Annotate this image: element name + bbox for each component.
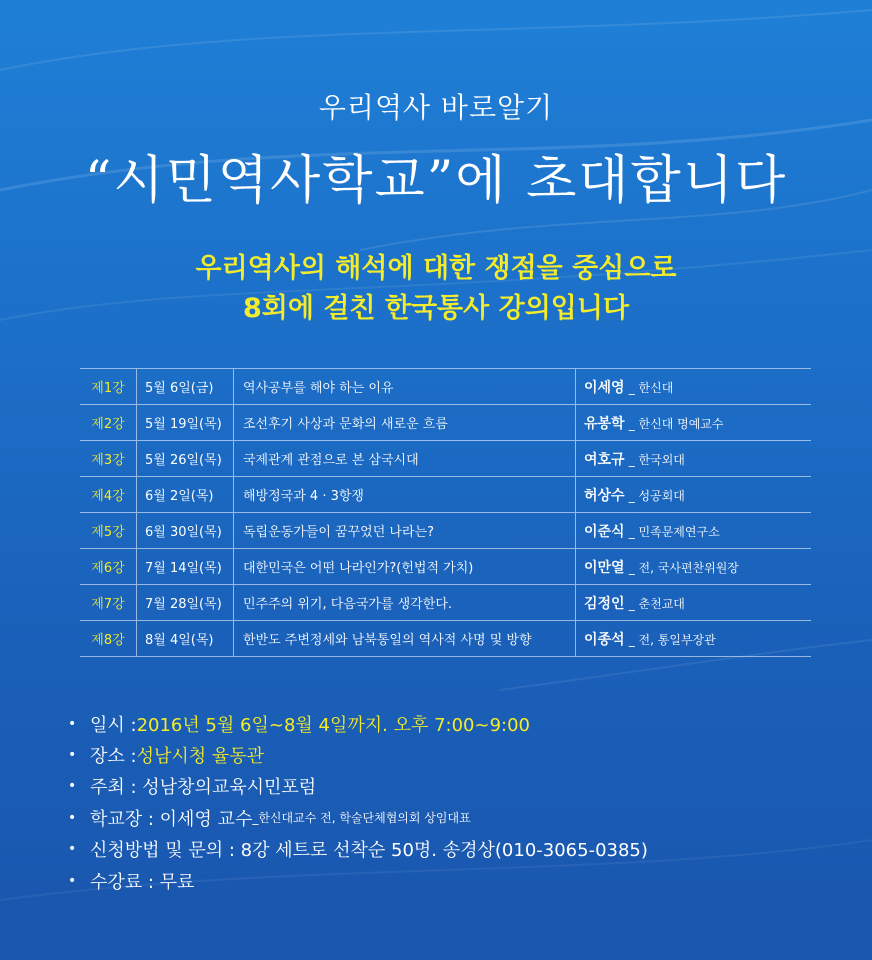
lecturer-name: 김정인 (584, 595, 625, 612)
lecturer-name: 이세영 (584, 379, 625, 396)
lecture-date: 5월 19일(목) (137, 405, 234, 441)
lecture-date: 7월 14일(목) (137, 549, 234, 585)
lecturer-cell (576, 405, 812, 441)
table-row (80, 549, 811, 585)
table-row (80, 585, 811, 621)
info-when-label: 일시 : (90, 714, 137, 736)
lecture-number: 제2강 (80, 405, 137, 441)
table-row (80, 369, 811, 405)
info-place-label: 장소 : (90, 746, 137, 768)
lecture-date: 5월 26일(목) (137, 441, 234, 477)
bullet-icon: • (68, 778, 77, 795)
lecture-number: 제7강 (80, 585, 137, 621)
bullet-icon: • (68, 841, 77, 858)
lecturer-affiliation: _ 춘천교대 (628, 596, 685, 611)
lecturer-affiliation: _ 성공회대 (628, 488, 685, 503)
lecturer-affiliation: _ 민족문제연구소 (628, 524, 720, 539)
lecturer-name: 유봉학 (584, 415, 625, 432)
info-when (68, 708, 648, 739)
info-fee-text: 수강료 : 무료 (90, 871, 195, 893)
info-principal-note: _한신대교수 전, 학술단체협의회 상임대표 (252, 811, 471, 826)
lecturer-affiliation: _ 한국외대 (628, 452, 685, 467)
table-row (80, 405, 811, 441)
lecturer-cell (576, 513, 812, 549)
table-row (80, 513, 811, 549)
info-when-value: 2016년 5월 6일~8월 4일까지. 오후 7:00~9:00 (136, 714, 531, 736)
lecturer-cell (576, 549, 812, 585)
lecture-topic: 조선후기 사상과 문화의 새로운 흐름 (234, 405, 576, 441)
lecture-date: 6월 2일(목) (137, 477, 234, 513)
lecture-topic: 해방정국과 4 · 3항쟁 (234, 477, 576, 513)
lecturer-name: 여호규 (584, 451, 625, 468)
event-info-list (68, 708, 648, 896)
lecturer-name: 이만열 (584, 559, 625, 576)
lecturer-affiliation: _ 한신대 (628, 380, 674, 395)
info-apply-text: 신청방법 및 문의 : 8강 세트로 선착순 50명. 송경상(010-3065-0385) (90, 840, 648, 862)
lecture-topic: 한반도 주변정세와 남북통일의 역사적 사명 및 방향 (234, 621, 576, 657)
lecture-number: 제6강 (80, 549, 137, 585)
lecture-number: 제4강 (80, 477, 137, 513)
lecture-number: 제5강 (80, 513, 137, 549)
lecturer-cell (576, 369, 812, 405)
lecturer-cell (576, 585, 812, 621)
lecture-date: 5월 6일(금) (137, 369, 234, 405)
lecture-topic: 대한민국은 어떤 나라인가?(헌법적 가치) (234, 549, 576, 585)
lead-line-1: 우리역사의 해석에 대한 쟁점을 중심으로 (195, 253, 677, 284)
lecture-number: 제1강 (80, 369, 137, 405)
event-title: “시민역사학교”에 초대합니다 (84, 151, 788, 211)
lecturer-cell (576, 441, 812, 477)
lecture-date: 7월 28일(목) (137, 585, 234, 621)
lecture-number: 제8강 (80, 621, 137, 657)
bullet-icon: • (68, 715, 77, 732)
lecture-topic: 역사공부를 해야 하는 이유 (234, 369, 576, 405)
table-row (80, 441, 811, 477)
lecture-number: 제3강 (80, 441, 137, 477)
table-row (80, 621, 811, 657)
lecturer-name: 이준식 (584, 523, 625, 540)
bullet-icon: • (68, 872, 77, 889)
lecture-date: 6월 30일(목) (137, 513, 234, 549)
lecture-topic: 국제관계 관점으로 본 삼국시대 (234, 441, 576, 477)
lecturer-cell (576, 477, 812, 513)
lecturer-cell (576, 621, 812, 657)
info-fee (68, 865, 648, 896)
lecturer-affiliation: _ 전, 국사편찬위원장 (628, 560, 739, 575)
lecture-date: 8월 4일(목) (137, 621, 234, 657)
lecture-schedule-table (80, 368, 811, 657)
bullet-icon: • (68, 747, 77, 764)
info-host-text: 주최 : 성남창의교육시민포럼 (90, 777, 317, 799)
lecture-topic: 독립운동가들이 꿈꾸었던 나라는? (234, 513, 576, 549)
event-subtitle: 우리역사 바로알기 (318, 91, 554, 124)
table-row (80, 477, 811, 513)
lecturer-affiliation: _ 전, 통일부장관 (628, 632, 716, 647)
info-principal (68, 802, 648, 833)
info-place (68, 739, 648, 770)
info-place-value: 성남시청 율동관 (136, 746, 264, 768)
bullet-icon: • (68, 809, 77, 826)
lecturer-affiliation: _ 한신대 명예교수 (628, 416, 724, 431)
lecture-topic: 민주주의 위기, 다음국가를 생각한다. (234, 585, 576, 621)
info-host (68, 771, 648, 802)
lead-line-2: 8회에 걸친 한국통사 강의입니다 (242, 293, 630, 324)
info-apply (68, 834, 648, 865)
lecturer-name: 허상수 (584, 487, 625, 504)
info-principal-text: 학교장 : 이세영 교수 (90, 808, 253, 830)
lecturer-name: 이종석 (584, 631, 625, 648)
